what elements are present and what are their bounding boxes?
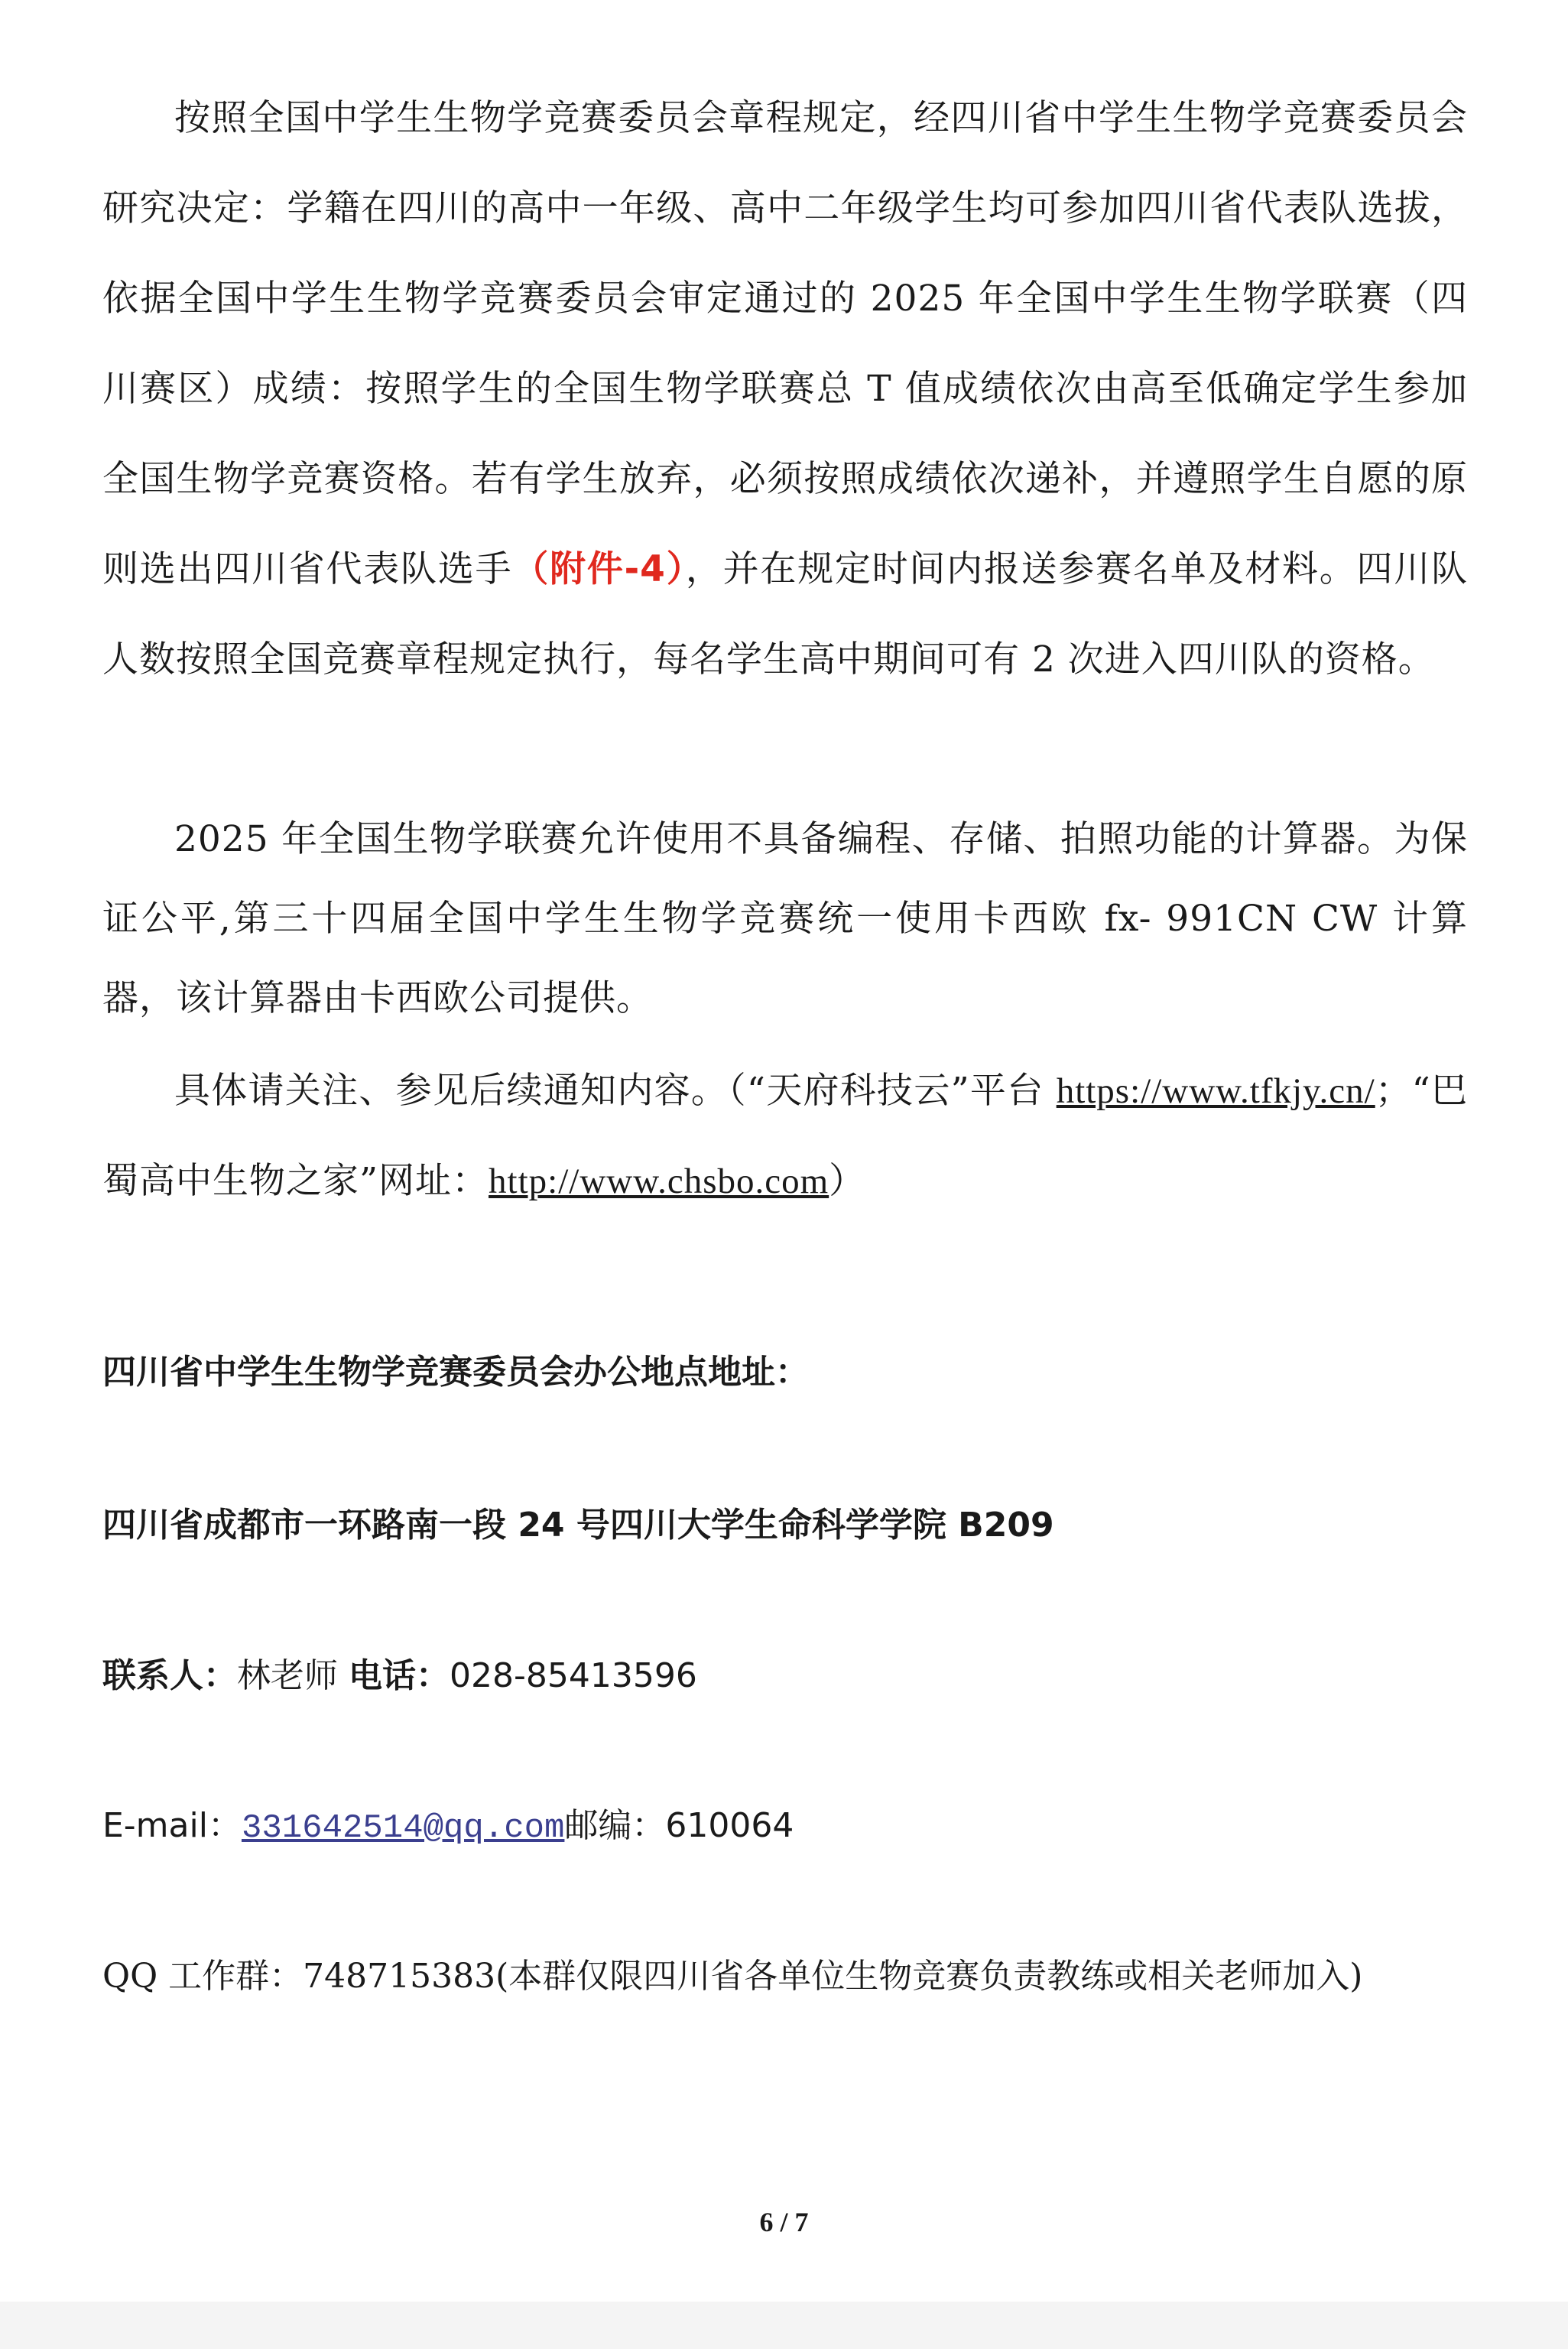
email-line [102,1803,1468,1851]
qq-number: 748715383 [303,1957,496,1996]
qq-note: (本群仅限四川省各单位生物竞赛负责教练或相关老师加入) [495,1957,1363,1996]
follow-up-text-end: ） [829,1160,866,1202]
qq-label: QQ 工作群： [102,1957,304,1996]
email-link[interactable]: 331642514@qq.com [241,1809,565,1847]
follow-up-text: 具体请关注、参见后续通知内容。（“天府科技云”平台 [174,1070,1057,1112]
contact-line [102,1653,1468,1699]
page-number: 6 / 7 [759,2207,809,2237]
tfkjy-link[interactable]: https://www.tfkjy.cn/ [1056,1071,1375,1111]
calculator-paragraph [102,800,1468,1038]
follow-up-text-mid: ；“巴蜀高中生物之家”网址： [102,1070,1468,1202]
selection-rules-text-continued: ，并在规定时间内报送参赛名单及材料。四川队人数按照全国竞赛章程规定执行，每名学生高中期间可有 2 次进入四川队的资格。 [102,548,1468,681]
email-label: E-mail： [102,1806,242,1845]
office-address: 四川省成都市一环路南一段 24 号四川大学生命科学学院 B209 [102,1506,1054,1545]
phone-number: 028-85413596 [450,1656,697,1695]
chsbo-link[interactable]: http://www.chsbo.com [489,1162,829,1201]
phone-label: 电话： [349,1656,450,1695]
contact-label: 联系人： [102,1656,237,1695]
office-heading: 四川省中学生生物学竞赛委员会办公地点地址： [102,1353,809,1392]
follow-up-paragraph [102,1046,1468,1226]
qq-group-line [102,1954,1468,2000]
postcode: 610064 [665,1806,794,1845]
selection-rules-paragraph [102,73,1468,705]
selection-rules-text: 按照全国中学生生物学竞赛委员会章程规定，经四川省中学生生物学竞赛委员会研究决定：学籍在四川的高中一年级、高中二年级学生均可参加四川省代表队选拔，依据全国中学生生物学竞赛委员会审定通过的 2025 年全国中学生生物学联赛（四川赛区）成绩：按照学生的全国生物学联赛总 T 值成绩依次由高至低确定学生参加全国生物学竞赛资格。若有学生放弃，必须按照成绩依次递补，并遵照学生自愿的原则选出四川省代表队选手 [102,97,1468,590]
page-bottom-edge [0,2302,1568,2349]
calculator-text: 2025 年全国生物学联赛允许使用不具备编程、存储、拍照功能的计算器。为保证公平,第三十四届全国中学生生物学竞赛统一使用卡西欧 fx- 991CN CW 计算器，该计算器由卡西欧公司提供。 [102,818,1468,1019]
postcode-label: 邮编： [564,1806,666,1845]
attachment-4-reference: （附件-4） [512,548,686,590]
contact-name: 林老师 [237,1656,338,1695]
